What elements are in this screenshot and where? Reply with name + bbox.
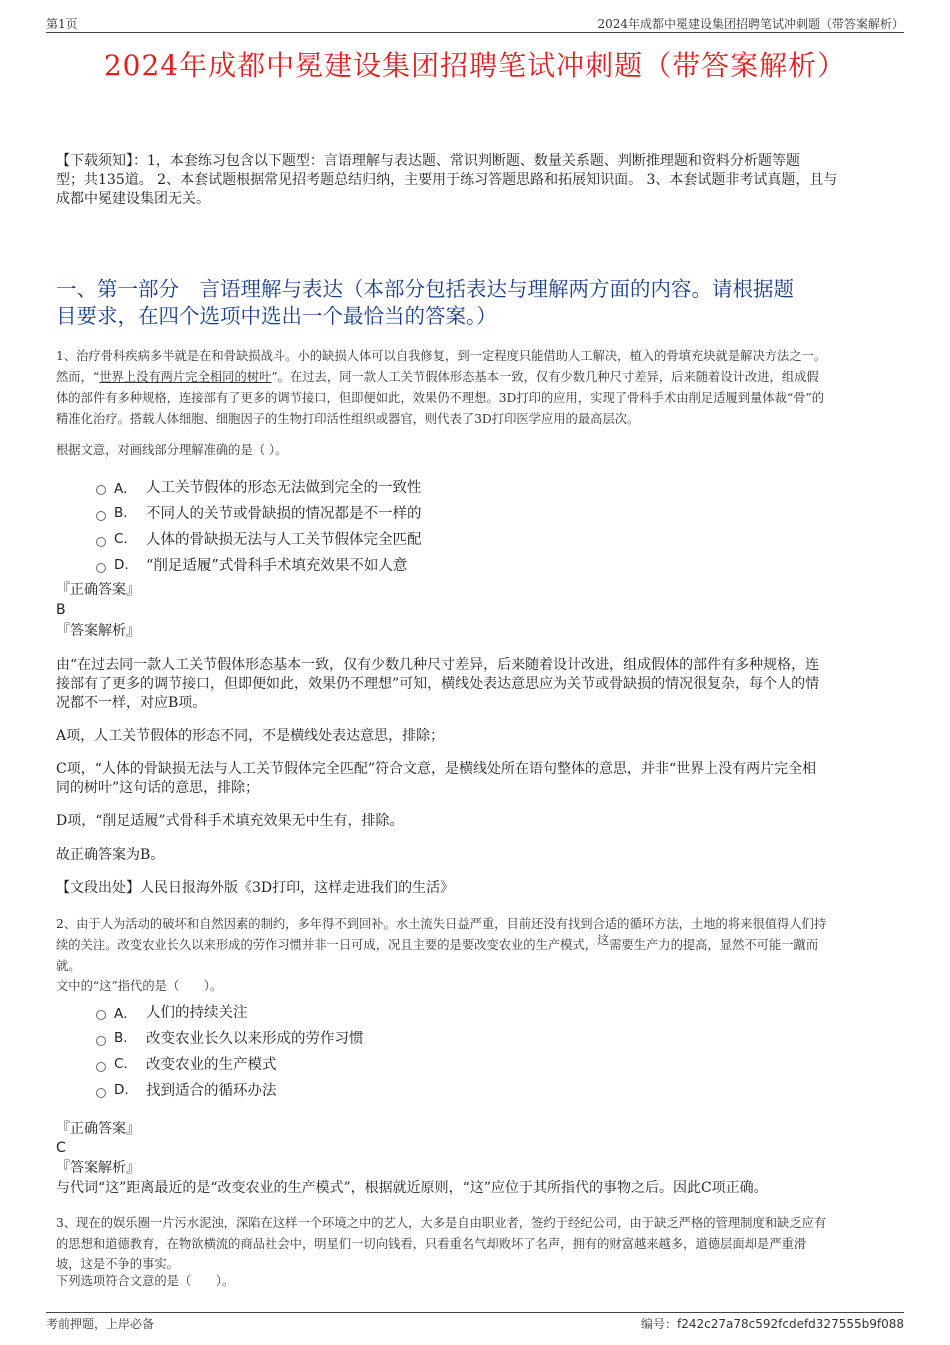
radio-icon[interactable]: [96, 1062, 106, 1072]
header-doc-title: 2024年成都中冕建设集团招聘笔试冲刺题（带答案解析）: [597, 17, 904, 31]
option-label: C.: [114, 1055, 128, 1072]
stem-line: 1、治疗骨科疾病多半就是在和骨缺损战斗。小的缺损人体可以自我修复，到一定程度只能借助人工解决，植入的骨填充块就是解决方法之一。: [56, 349, 827, 363]
option-label: B.: [114, 1029, 128, 1046]
answer-value: B: [56, 602, 66, 618]
download-notice: [56, 152, 901, 209]
option-label: B.: [114, 504, 128, 521]
analysis-paragraph: A项，人工关节假体的形态不同，不是横线处表达意思，排除；: [56, 728, 445, 744]
section-heading-line: 一、第一部分 言语理解与表达（本部分包括表达与理解两方面的内容。请根据题: [56, 277, 794, 301]
answer-value: C: [56, 1140, 66, 1156]
radio-icon[interactable]: [96, 485, 106, 495]
passage-source: 【文段出处】人民日报海外版《3D打印，这样走进我们的生活》: [56, 880, 455, 896]
option-text: 找到适合的循环办法: [146, 1083, 277, 1099]
page-number: 第1页: [46, 17, 78, 31]
question-3-stem: [56, 1213, 906, 1273]
section-heading-line: 目要求，在四个选项中选出一个最恰当的答案。）: [56, 304, 497, 328]
analysis-line: 接部有了更多的调节接口，但即便如此，效果仍不理想”可知，横线处表达意思应为关节或骨缺损的情况很复杂，每个人的情: [56, 676, 820, 692]
header-divider: [46, 32, 904, 33]
question-1-option-c[interactable]: [96, 528, 422, 549]
question-1-stem: [56, 346, 906, 430]
option-text: 人体的骨缺损无法与人工关节假体完全匹配: [146, 532, 422, 548]
stem-line: 然而，“世界上没有两片完全相同的树叶”。在过去，同一款人工关节假体形态基本一致，仅有少数几种尺寸差异，后来随着设计改进，组成假: [56, 370, 819, 384]
underlined-phrase: 世界上没有两片完全相同的树叶: [99, 370, 272, 384]
question-2-option-b[interactable]: [96, 1027, 364, 1048]
marked-word: 这: [597, 933, 610, 947]
stem-line: 3、现在的娱乐圈一片污水泥浊，深陷在这样一个环境之中的艺人，大多是自由职业者，签约于经纪公司，由于缺乏严格的管理制度和缺乏应有: [56, 1216, 827, 1230]
footer-slogan: 考前押题，上岸必备: [46, 1317, 155, 1331]
question-1-option-a[interactable]: [96, 476, 422, 497]
question-3-prompt: 下列选项符合文意的是（ ）。: [56, 1274, 235, 1288]
stem-line: 的思想和道德教育，在物欲横流的商品社会中，明星们一切向钱看，只看重名气却败坏了名声，拥有的财富越来越多，道德层面却是严重滑: [56, 1237, 807, 1251]
question-2-prompt: 文中的“这”指代的是（ ）。: [56, 979, 223, 993]
option-text: “削足适履”式骨科手术填充效果不如人意: [146, 558, 408, 574]
option-text: 改变农业的生产模式: [146, 1057, 277, 1073]
analysis-paragraph: [56, 760, 906, 798]
analysis-paragraph: [56, 656, 906, 713]
analysis-paragraph: D项，“削足适履”式骨科手术填充效果无中生有，排除。: [56, 813, 404, 829]
radio-icon[interactable]: [96, 511, 106, 521]
question-1-option-d[interactable]: [96, 554, 407, 575]
section-heading: [56, 276, 906, 330]
option-text: 人们的持续关注: [146, 1005, 248, 1021]
question-2-stem: [56, 914, 906, 977]
question-2-option-c[interactable]: [96, 1053, 277, 1074]
option-text: 不同人的关节或骨缺损的情况都是不一样的: [146, 506, 422, 522]
answer-label: 『正确答案』: [56, 582, 140, 598]
analysis-line: C项，“人体的骨缺损无法与人工关节假体完全匹配”符合文意，是横线处所在语句整体的意思，并非“世界上没有两片完全相: [56, 761, 817, 777]
document-serial: 编号：f242c27a78c592fcdefd327555b9f088: [641, 1317, 904, 1331]
question-1-option-b[interactable]: [96, 502, 422, 523]
stem-line: 精准化治疗。搭载人体细胞、细胞因子的生物打印活性组织或器官，则代表了3D打印医学应用的最高层次。: [56, 412, 640, 426]
stem-line: 坡，这是不争的事实。: [56, 1257, 179, 1271]
analysis-line: 由“在过去同一款人工关节假体形态基本一致，仅有少数几种尺寸差异，后来随着设计改进，组成假体的部件有多种规格，连: [56, 657, 820, 673]
stem-line: 续的关注。改变农业长久以来形成的劳作习惯并非一日可成，况且主要的是要改变农业的生产模式，这需要生产力的提高，显然不可能一蹴而: [56, 933, 819, 952]
option-label: D.: [114, 556, 129, 573]
analysis-line: 同的树叶”这句话的意思，排除；: [56, 780, 260, 796]
option-text: 改变农业长久以来形成的劳作习惯: [146, 1031, 364, 1047]
question-1-prompt: 根据文意，对画线部分理解准确的是（ ）。: [56, 443, 288, 457]
radio-icon[interactable]: [96, 537, 106, 547]
radio-icon[interactable]: [96, 1036, 106, 1046]
option-label: C.: [114, 530, 128, 547]
option-label: D.: [114, 1081, 129, 1098]
option-label: A．: [114, 1005, 137, 1022]
notice-line: 【下载须知】：1，本套练习包含以下题型：言语理解与表达题、常识判断题、数量关系题、判断推理题和资料分析题等题: [56, 153, 800, 169]
footer-divider: [46, 1312, 904, 1313]
notice-line: 成都中冕建设集团无关。: [56, 191, 210, 207]
stem-line: 就。: [56, 959, 81, 973]
analysis-label: 『答案解析』: [56, 623, 140, 639]
stem-line: 2、由于人为活动的破坏和自然因素的制约，多年得不到回补。水土流失日益严重，目前还没有找到合适的循环方法，土地的将来很值得人们持: [56, 917, 827, 931]
stem-line: 体的部件有多种规格，连接部有了更多的调节接口，但即便如此，效果仍不理想。3D打印的应用，实现了骨科手术由削足适履到量体裁“骨”的: [56, 391, 825, 405]
analysis-label: 『答案解析』: [56, 1160, 140, 1176]
answer-label: 『正确答案』: [56, 1121, 140, 1137]
analysis-paragraph: 与代词“这”距离最近的是“改变农业的生产模式”，根据就近原则，“这”应位于其所指代的事物之后。因此C项正确。: [56, 1180, 768, 1196]
analysis-line: 况都不一样，对应B项。: [56, 695, 207, 711]
question-2-option-a[interactable]: [96, 1001, 248, 1022]
option-text: 人工关节假体的形态无法做到完全的一致性: [146, 480, 422, 496]
radio-icon[interactable]: [96, 1010, 106, 1020]
analysis-conclusion: 故正确答案为B。: [56, 847, 165, 863]
radio-icon[interactable]: [96, 1088, 106, 1098]
radio-icon[interactable]: [96, 563, 106, 573]
option-label: A．: [114, 480, 137, 497]
page-title: 2024年成都中冕建设集团招聘笔试冲刺题（带答案解析）: [103, 49, 847, 82]
notice-line: 型；共135道。 2、本套试题根据常见招考题总结归纳，主要用于练习答题思路和拓展知识面。 3、本套试题非考试真题，且与: [56, 172, 838, 188]
question-2-option-d[interactable]: [96, 1079, 277, 1100]
